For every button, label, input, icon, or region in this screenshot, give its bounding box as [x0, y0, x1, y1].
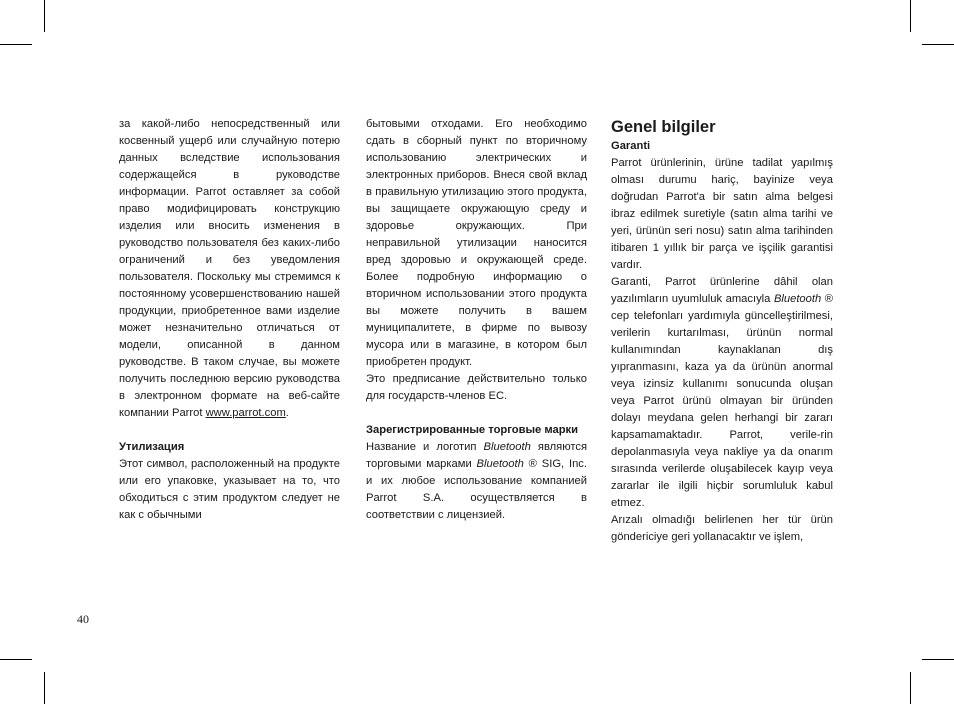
column-left: [119, 116, 340, 524]
paragraph-end: .: [285, 407, 289, 419]
section-heading-disposal: Утилизация: [119, 441, 185, 453]
page-title: Genel bilgiler: [611, 118, 716, 136]
text-run: ® cep telefonları yardımıyla güncelleştirilmesi, verilerin kurtarılması, ürünün normal kullanımından kaynaklanan dış yıpranmasını, kaza ya da ürünün anormal veya izinsiz kullanımı sonucunda oluşan veya Parrot ürünü olmayan bir üründen dolayı meydana gelen herhangi bir zararı kapsamamaktadır. Parrot, verile-rin depolanmasıyla veya nakliye ya da onarım sırasında verilerde oluşabilecek kayıp veya zararlar ile ilgili hiçbir sorumluluk kabul etmez.: [611, 293, 833, 509]
column-middle: [366, 116, 587, 524]
crop-mark: [910, 0, 911, 32]
crop-mark: [922, 44, 954, 45]
section-heading-trademarks: Зарегистрированные торговые марки: [366, 424, 579, 436]
text-run-italic: Bluetooth: [476, 458, 524, 470]
crop-mark: [44, 0, 45, 32]
paragraph-text: за какой-либо непосредственный или косвенный ущерб или случайную потерю данных вследствие использования содержащейся в руководстве информации. Parrot оставляет за собой право модифицировать конструкцию изделия или вносить изменения в руководство пользователя без каких-либо ограничений и без уведомления пользователя. Поскольку мы стремимся к постоянному усовершенствованию нашей продукции, приобретенное вами изделие может незначительно отличаться от модели, описанной в данном руководстве. В таком случае, вы можете получить последнюю версию руководства в электронном формате на веб-сайте компании Parrot: [119, 118, 340, 419]
crop-mark: [44, 672, 45, 704]
crop-mark: [0, 44, 32, 45]
paragraph: [119, 116, 340, 422]
crop-mark: [0, 659, 32, 660]
text-run: Garanti, Parrot ürünlerine dâhil olan yazılımların uyumluluk amacıyla: [611, 276, 833, 305]
paragraph: Этот символ, расположенный на продукте или его упаковке, указывает на то, что обходиться с этим продуктом следует не как с обычными: [119, 458, 340, 521]
column-right: [611, 116, 833, 546]
paragraph: бытовыми отходами. Его необходимо сдать в сборный пункт по вторичному использованию электрических и электронных приборов. Внеся свой вклад в правильную утилизацию этого продукта, вы защищаете окружающую среду и здоровье окружающих. При неправильной утилизации наносится вред здоровью и окружающей среде. Более подробную информацию о вторичном использовании этого продукта вы можете получить в вашем муниципалитете, в фирме по вывозу мусора или в магазине, в котором был приобретен продукт.: [366, 118, 587, 368]
crop-mark: [910, 672, 911, 704]
text-run-italic: Bluetooth: [773, 293, 822, 305]
paragraph: Arızalı olmadığı belirlenen her tür ürün göndericiye geri yollanacaktır ve işlem,: [611, 514, 833, 543]
text-run: ® SIG, Inc. и их любое использование компанией Parrot S.A. осуществляется в соответствии с лицензией.: [366, 458, 587, 521]
page-number: 40: [77, 612, 89, 626]
text-run-italic: Bluetooth: [483, 441, 531, 453]
paragraph: [611, 274, 833, 512]
paragraph: Parrot ürünlerinin, ürüne tadilat yapılmış olması durumu hariç, bayinize veya doğrudan Parrot'a bir satın alma belgesi ibraz edilmek suretiyle (satın alma tarihi ve yeri, ürünün seri nosu) satın alma tarihinden itibaren 1 yıllık bir parça ve işçilik garantisi vardır.: [611, 157, 833, 271]
website-link[interactable]: www.parrot.com: [205, 407, 286, 419]
crop-mark: [922, 659, 954, 660]
section-heading-warranty: Garanti: [611, 140, 651, 152]
text-run: Название и логотип: [366, 441, 484, 453]
text-run: являются торговыми марками: [366, 441, 588, 470]
paragraph: [366, 439, 587, 524]
paragraph: Это предписание действительно только для государств-членов ЕС.: [366, 373, 587, 402]
